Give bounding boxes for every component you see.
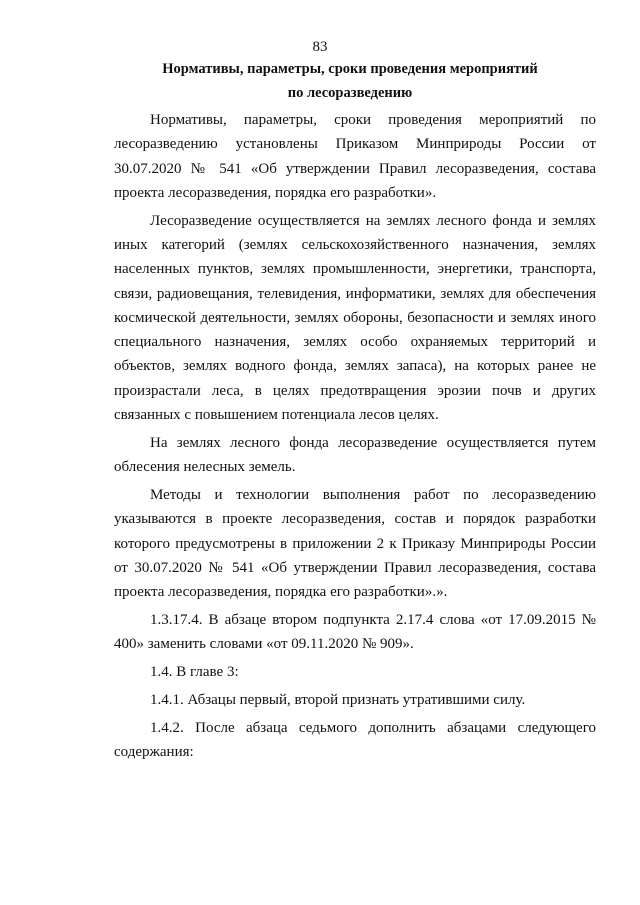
paragraph-1: Нормативы, параметры, сроки проведения мероприятий по лесоразведению установлены Приказом Минприроды России от 30.07.2020 № 541 «Об утверждении Правил лесоразведения, состава проекта лесоразведения, порядка его разработки».: [114, 112, 596, 201]
paragraph-4: Методы и технологии выполнения работ по лесоразведению указываются в проекте лесоразведения, состав и порядок разработки которого предусмотрены в приложении 2 к Приказу Минприроды России от 30.07.2020 № 541 «Об утверждении Правил лесоразведения, состава проекта лесоразведения, порядка его разработки».».: [114, 486, 596, 601]
section-title-line-1: Нормативы, параметры, сроки проведения мероприятий: [162, 61, 538, 77]
paragraph-8: 1.4.2. После абзаца седьмого дополнить абзацами следующего содержания:: [114, 719, 596, 760]
paragraph-5: 1.3.17.4. В абзаце втором подпункта 2.17.4 слова «от 17.09.2015 № 400» заменить словами «от 09.11.2020 № 909».: [114, 611, 596, 653]
paragraph-3: На землях лесного фонда лесоразведение осуществляется путем облесения нелесных земель.: [114, 434, 596, 476]
paragraph-2: Лесоразведение осуществляется на землях лесного фонда и землях иных категорий (землях сельскохозяйственного назначения, землях населенных пунктов, землях промышленности, энергетики, транспорта, связи, радиовещания, телевидения, информатики, землях для обеспечения космической деятельности, землях обороны, безопасности и землях иного специального назначения, землях особо охраняемых территорий и объектов, землях водного фонда, землях запаса), на которых ранее не произрастали леса, в целях предотвращения эрозии почв и других связанных с повышением потенциала лесов целях.: [114, 212, 596, 424]
section-title-line-2: по лесоразведению: [287, 85, 413, 101]
document-body: [114, 108, 596, 768]
paragraph-6: 1.4. В главе 3:: [150, 664, 239, 681]
page-number: 83: [312, 39, 328, 55]
paragraph-7: 1.4.1. Абзацы первый, второй признать утратившими силу.: [150, 691, 526, 708]
